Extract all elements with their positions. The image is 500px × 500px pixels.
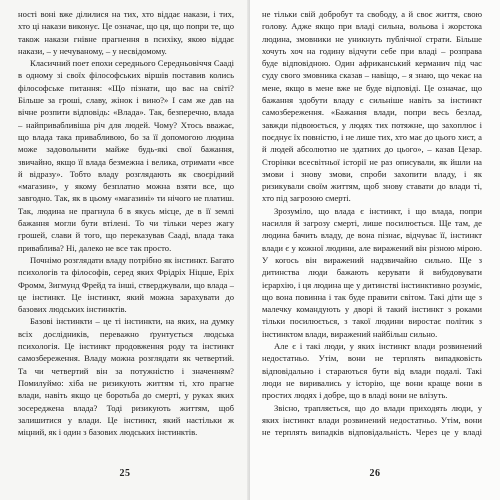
- paragraph: не тільки свій добробут та свободу, а й своє життя, свою голову. Адже якщо при владі сильна, вольова і жорстока людина, змовники не уникнуть публічної страти. Більше хочуть хоч на годину відчути себе при владі – розправа буде відповідною. Один африканський керманич під час суду свого змовника сказав – навіщо, – я знаю, що чекає на мене, якщо в мене вже не буде відповіді. Це означає, що бажання здобути владу є сильніше навіть за інстинкт самозбереження. «Бажання влади, попри весь безлад, завжди підвоюється, у людях тих потяжне, що захоплює і поєднує їх повністю, і не лише тих, хто має до цього хист, а й людей абсолютно не здатних до цього», – казав Цезар. Сторінки всесвітньої історії не раз описували, як йшли на змови і знову змови, спроби захопити владу, і як ризикували своїм життям, щоб знову ставати до влади ті, хто під загрозою смерті.: [262, 9, 482, 204]
- paragraph: Зрозуміло, що влада є інстинкт, і що влада, попри насилля й загрозу смерті, лише посилюється. Ще там, де людина бачить владу, де вона пізнає, відчуває її, інстинкт влади є у кожної людини, але виражений він різною мірою. У когось він виражений надзвичайно сильно. Ще з дитинства люди бажають керувати й вибудовувати ієрархію, і ця людина ще у дитинстві інстинктивно розуміє, що вона повинна і так буде правити світом. Такі діти ще з малечку командують у дворі й такий інстинкт з роками тільки посилюється, з такої людини виростає політик з інстинктом влади, виражений найбільш сильно.: [262, 205, 482, 339]
- paragraph: Класичний поет епохи середнього Середньовіччя Сааді в одному зі своїх філософських віршів поставив колись філософське питання: «Що пізнати, що вас на світі? Більше за гроші, славу, жінок і вино?» І сам же дав на вічне розпити відповідь: «Влада». Так, безперечно, влада – найпривабливіша річ для людей. Чому? Хтось вважає, що влада така привабливою, бо за її допомогою людина може задовольнити майже будь-які свої бажання, звичайно, якщо її влада безмежна і велика, отримати «все й відразу». Тобто владу розглядають як своєрідний «магазин», у якому безплатно можна взяти все, що завгодно. Так, як в цьому «магазині» ти нічого не платиш. Так, людина не прагнула б в якусь місце, де в її землі бажання могли бути втілені. То чи тільки через жагу грошей, слави й того, що переказував Сааді, влада така приваблива? Ні, далеко не все так просто.: [18, 58, 234, 253]
- paragraph: Базові інстинкти – це ті інстинкти, на яких, на думку всіх дослідників, переважно ґрунтується людська психологія. Це інстинкт продовження роду та інстинкт самозбереження. Владу можна розглядати як четвертий. Та чи четвертий він за потужністю і значенням? Помилуймо: хіба не ризикують життям ті, хто прагне влади, навіть якщо це боротьба до смерті, у руках яких зосереджена влада? Тоді ризикують життям, щоб залишитися у влади. Це інстинкт, який настільки ж міцний, як і один з базових людських інстинктів.: [18, 316, 234, 438]
- paragraph: ності воні вже ділилися на тих, хто віддає накази, і тих, хто ці накази виконує. Це означає, що ця, що попри те, що також накази гнівне прагнення в психіку, якою віддає накази, – у нечуваному, – у несвідомому.: [18, 9, 234, 56]
- page-number: 26: [369, 468, 381, 479]
- page-number: 25: [119, 468, 131, 479]
- left-page-text: [18, 8, 234, 438]
- right-page: [250, 0, 500, 500]
- paragraph: Звісно, трапляється, що до влади приходять люди, у яких інстинкт влади розвинений недостатньо. Утім, вони не терплять випадків відповідальність. Через це у владі: [262, 402, 482, 438]
- paragraph: Почнімо розглядати владу потрібно як інстинкт. Багато психологів та філософів, серед яких Фрідріх Ніцше, Еріх Фромм, Зигмунд Фрейд та інші, стверджували, що влада – це інстинкт. Це інстинкт, який можна зарахувати до базових людських інстинктів.: [18, 254, 234, 315]
- right-page-text: [262, 8, 482, 438]
- paragraph: Але є і такі люди, у яких інстинкт влади розвинений недостатньо. Утім, вони не терплять випадковість відповідально і стараються бути від влади подалі. Такі люди не виривались у історію, ще вони краще вони в простих людях і добре, що в владі вони не влізуть.: [262, 341, 482, 401]
